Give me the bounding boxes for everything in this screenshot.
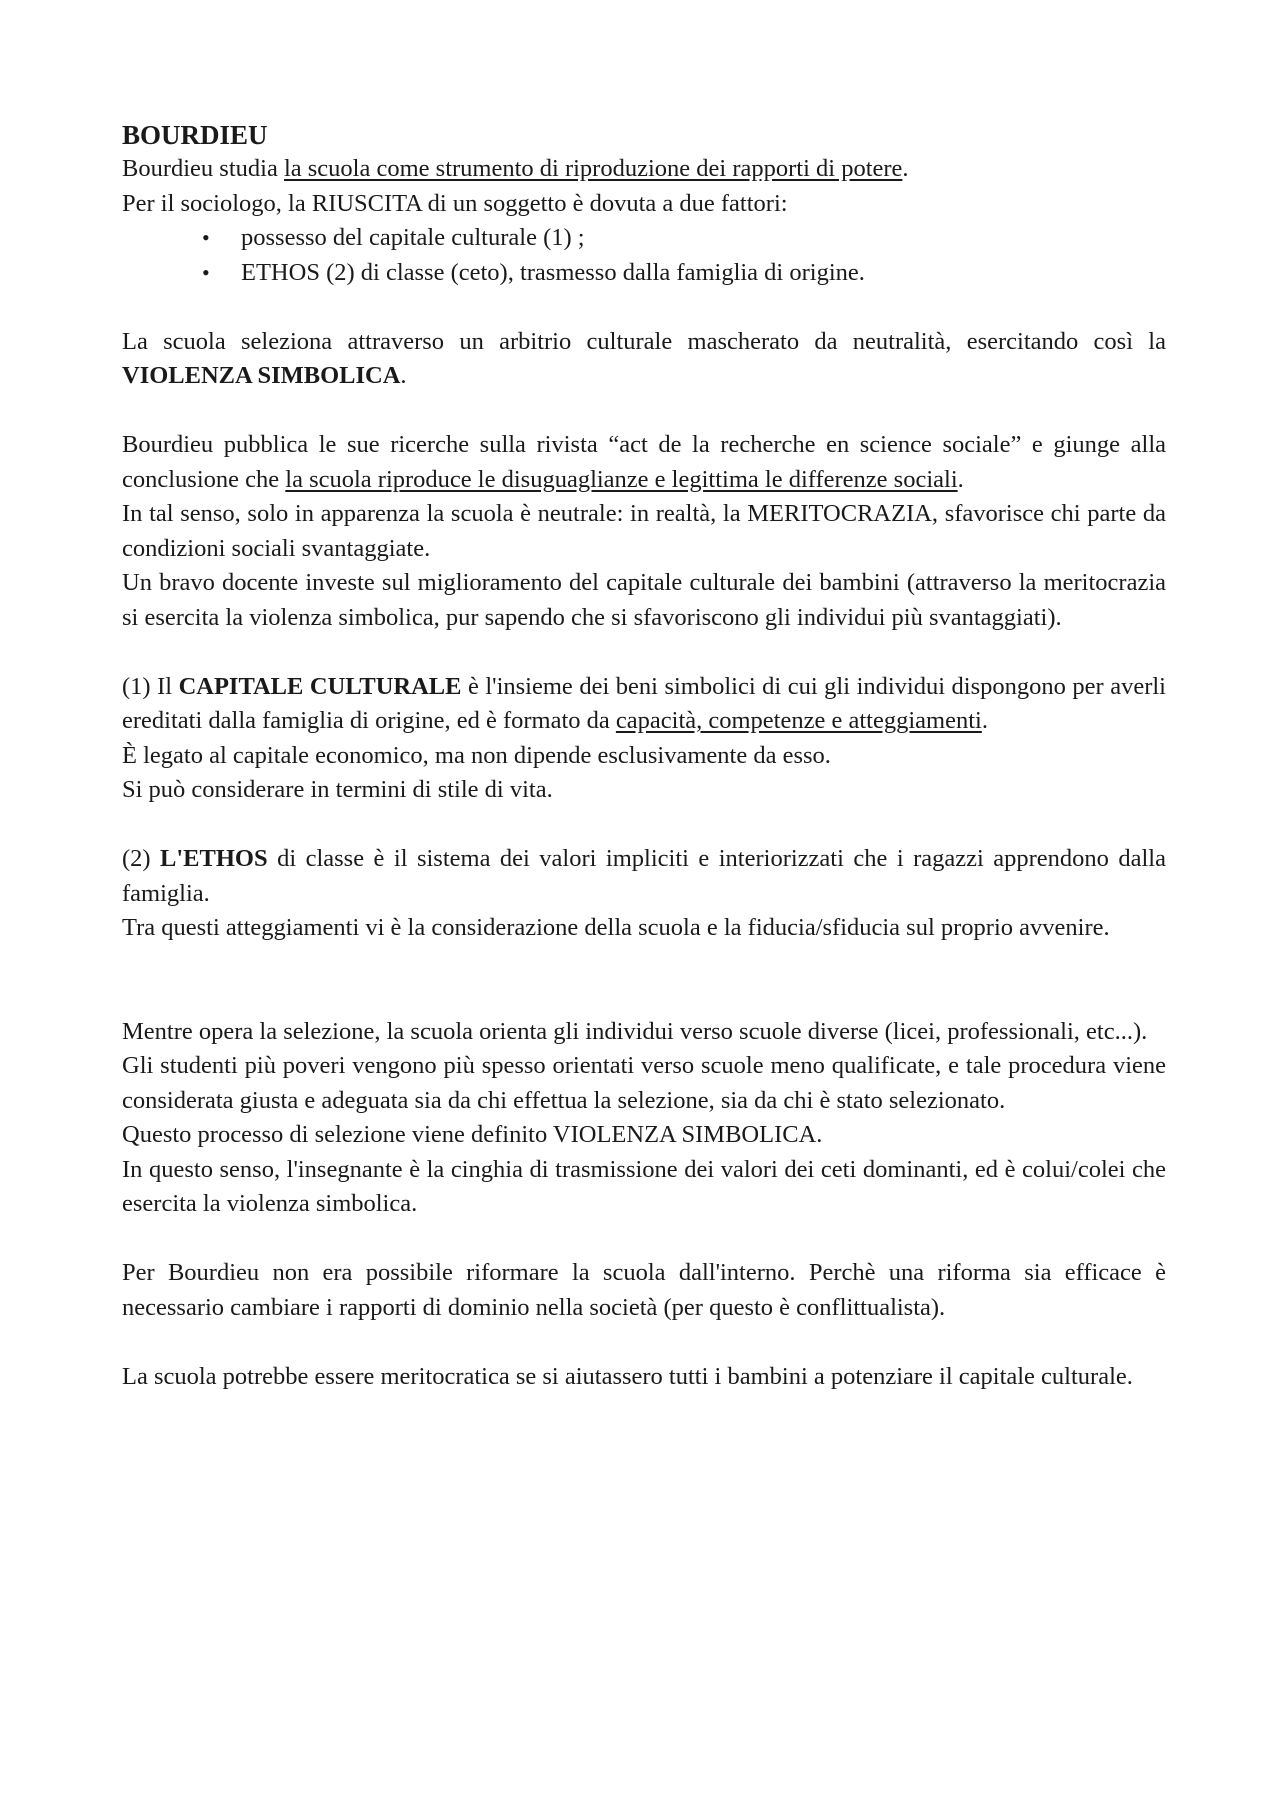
underlined-phrase: capacità, competenze e atteggiamenti	[615, 707, 982, 734]
bold-term: L'ETHOS	[160, 845, 268, 872]
intro-line-1: Bourdieu studia la scuola come strumento di riproduzione dei rapporti di potere.	[122, 155, 909, 182]
list-item: • ETHOS (2) di classe (ceto), trasmesso dalla famiglia di origine.	[202, 256, 1166, 291]
paragraph-capitale-economico: È legato al capitale economico, ma non dipende esclusivamente da esso.	[122, 741, 831, 769]
bullet-icon: •	[202, 259, 210, 285]
paragraph-studenti-poveri: Gli studenti più poveri vengono più spesso orientati verso scuole meno qualificate, e tale procedura viene considerata giusta e adeguata sia da chi effettua la selezione, sia da chi è stato selezionato.	[122, 1052, 1166, 1114]
paragraph-docente: Un bravo docente investe sul miglioramento del capitale culturale dei bambini (attraverso la meritocrazia si esercita la violenza simbolica, pur sapendo che si sfavoriscono gli individui più svantaggiati).	[122, 569, 1166, 631]
paragraph-atteggiamenti: Tra questi atteggiamenti vi è la considerazione della scuola e la fiducia/sfiducia sul proprio avvenire.	[122, 914, 1110, 941]
intro-underlined-phrase: la scuola come strumento di riproduzione dei rapporti di potere	[283, 155, 903, 182]
underlined-conclusion: la scuola riproduce le disuguaglianze e legittima le differenze sociali	[285, 465, 958, 493]
paragraph-violenza: La scuola seleziona attraverso un arbitrio culturale mascherato da neutralità, esercitando così la VIOLENZA SIMBOLICA.	[122, 327, 1166, 389]
paragraph-selezione: Mentre opera la selezione, la scuola orienta gli individui verso scuole diverse (licei, professionali, etc...).	[122, 1017, 1148, 1045]
paragraph-definizione: Questo processo di selezione viene definito VIOLENZA SIMBOLICA.	[122, 1121, 823, 1148]
paragraph-ricerche: Bourdieu pubblica le sue ricerche sulla rivista “act de la recherche en science sociale” e giunge alla conclusione che la scuola riproduce le disuguaglianze e legittima le differenze sociali.	[122, 431, 1166, 493]
paragraph-insegnante: In questo senso, l'insegnante è la cinghia di trasmissione dei valori dei ceti dominanti, ed è colui/colei che esercita la violenza simbolica.	[122, 1155, 1166, 1217]
paragraph-meritocrazia: In tal senso, solo in apparenza la scuola è neutrale: in realtà, la MERITOCRAZIA, sfavorisce chi parte da condizioni sociali svantaggiate.	[122, 500, 1166, 562]
bold-term: CAPITALE CULTURALE	[178, 672, 462, 700]
document-title: BOURDIEU	[122, 120, 268, 150]
paragraph-stile-di-vita: Si può considerare in termini di stile di vita.	[122, 776, 553, 803]
paragraph-riforma: Per Bourdieu non era possibile riformare la scuola dall'interno. Perchè una riforma sia efficace è necessario cambiare i rapporti di dominio nella società (per questo è conflittualista).	[122, 1259, 1166, 1321]
paragraph-meritocratica: La scuola potrebbe essere meritocratica se si aiutassero tutti i bambini a potenziare il capitale culturale.	[122, 1362, 1133, 1390]
paragraph-capitale-culturale: (1) Il CAPITALE CULTURALE è l'insieme dei beni simbolici di cui gli individui dispongono per averli ereditati dalla famiglia di origine, ed è formato da capacità, competenze e atteggiamenti.	[122, 672, 1166, 734]
bold-term: VIOLENZA SIMBOLICA	[122, 362, 401, 389]
list-item: • possesso del capitale culturale (1) ;	[202, 221, 1166, 256]
paragraph-ethos: (2) L'ETHOS di classe è il sistema dei valori impliciti e interiorizzati che i ragazzi apprendono dalla famiglia.	[122, 845, 1166, 907]
intro-line-2: Per il sociologo, la RIUSCITA di un soggetto è dovuta a due fattori:	[122, 189, 788, 217]
bullet-icon: •	[202, 225, 210, 250]
document-page	[122, 118, 1166, 1394]
factors-list	[122, 221, 1166, 290]
